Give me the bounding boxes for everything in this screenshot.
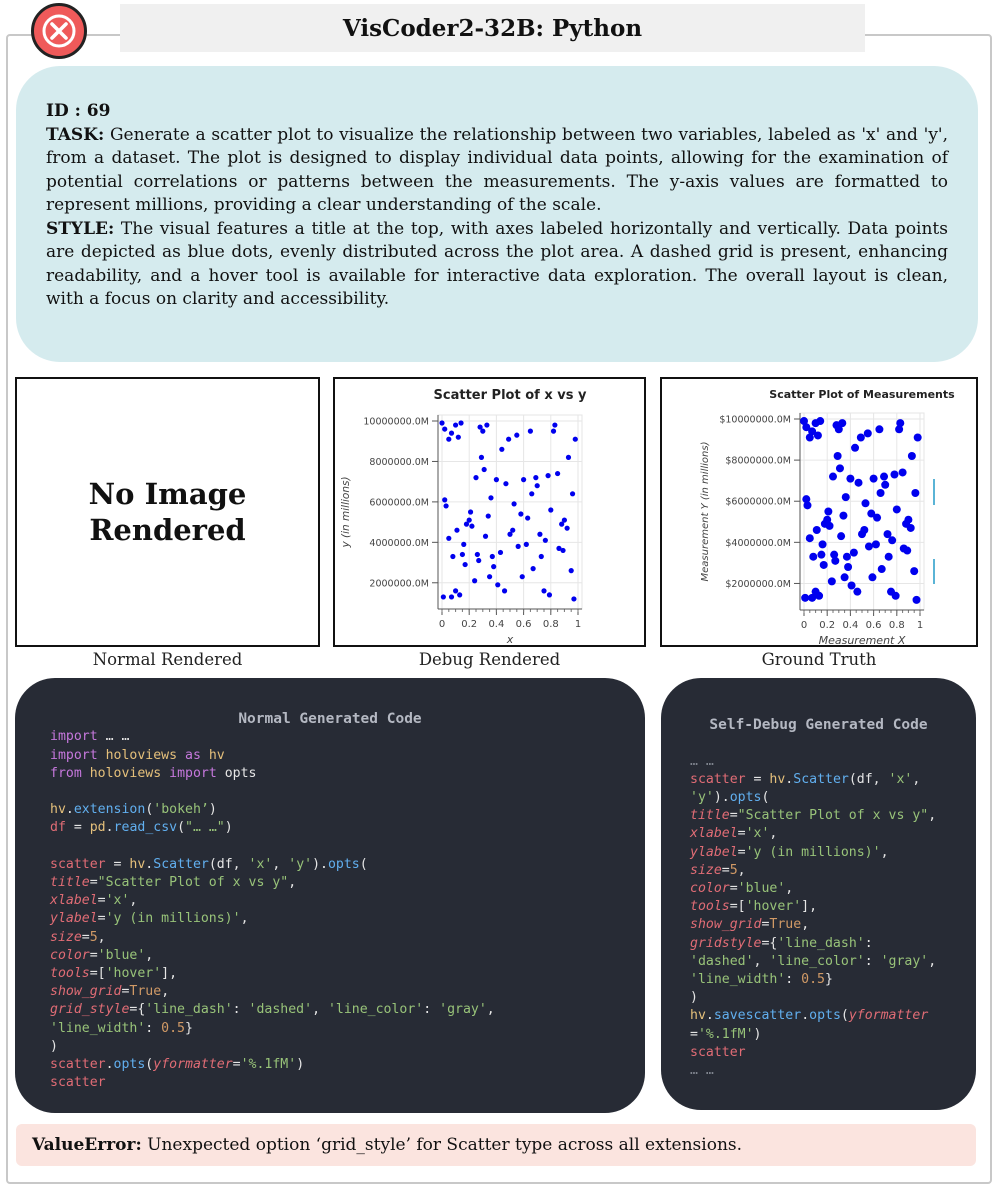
data-point [499,447,504,452]
x-tick-label: 0.8 [888,620,905,631]
data-point [821,520,829,528]
x-tick-label: 0.6 [865,620,882,631]
data-point [535,483,540,488]
data-point [552,422,557,427]
data-point [566,455,571,460]
data-point [817,551,825,559]
normal-code-block: Normal Generated Code import … … import holoviews as hv from holoviews import opts hv.extension('bokeh’) df = pd.read_csv("… …") scatter = hv.Scatter(df, 'x', 'y').opts( title="Scatter Plot of x vs y", xlabel='x', ylabel='y (in millions)', size=5, color='blue', tools=['hover'], show_grid=True, grid_style={'line_dash': 'dashed', 'line_color': 'gray', 'line_width': 0.5} ) scatter.opts(yformatter='%.1fM') scatter [15,678,645,1113]
data-point [543,538,548,543]
x-tick-label: 0.6 [515,619,532,630]
plot-area [800,413,924,610]
error-label: ValueError: [32,1135,142,1155]
data-point [502,588,507,593]
task-text: Generate a scatter plot to visualize the relationship between two variables, labeled as 'x' and 'y', from a dataset. The plot is designed to display individual data points, allowing for the examination of potential correlations or patterns between the measurements. The y-axis values are formatted to represent millions, providing a clear understanding of the scale. [46,124,948,215]
data-point [848,582,856,590]
data-point [904,516,912,524]
debug-rendered-caption: Debug Rendered [418,650,561,669]
data-point [865,542,873,550]
x-tick-label: 0.8 [542,619,559,630]
y-tick-label: 10000000.0M [363,416,429,428]
data-point [555,471,560,476]
task-label: TASK: [46,124,105,145]
data-point [814,431,822,439]
data-point [483,534,488,539]
data-point [495,582,500,587]
data-point [520,574,525,579]
data-point [498,550,503,555]
no-image-message: No Image Rendered [88,477,247,547]
y-axis-label: y (in millions) [340,476,352,548]
data-point [803,501,811,509]
data-point [903,547,911,555]
data-point [503,481,508,486]
debug-rendered-panel [333,377,646,647]
data-point [878,565,886,573]
x-tick-label: 0.2 [461,619,478,630]
data-point [815,592,823,600]
data-point [911,489,919,497]
data-point [837,532,845,540]
task-id: ID : 69 [46,101,111,121]
x-tick-label: 0.4 [488,619,505,630]
data-point [449,431,454,436]
y-tick-label: 4000000.0M [369,537,429,549]
data-point [861,499,869,507]
data-point [460,552,465,557]
data-point [518,511,523,516]
data-point [480,429,485,434]
style-label: STYLE: [46,218,115,239]
data-point [446,536,451,541]
data-point [443,503,448,508]
data-point [839,512,847,520]
error-x-icon [31,3,87,59]
data-point [494,477,499,482]
data-point [516,544,521,549]
normal-code-title: Normal Generated Code [238,711,422,728]
data-point [442,497,447,502]
data-point [828,577,836,585]
y-tick-label: $10000000.0M [719,414,791,426]
data-point [469,524,474,529]
data-point [528,429,533,434]
error-message-box [16,1124,976,1166]
data-point [806,534,814,542]
x-tick-label: 0 [438,619,446,630]
x-tick-label: 0.4 [842,620,859,631]
data-point [857,434,865,442]
data-point [565,526,570,531]
data-point [514,433,519,438]
data-point [864,429,872,437]
data-point [801,594,809,602]
data-point [506,437,511,442]
data-point [524,542,529,547]
data-point [571,596,576,601]
data-point [908,452,916,460]
data-point [819,540,827,548]
x-tick-label: 1 [916,620,924,631]
data-point [842,493,850,501]
data-point [545,473,550,478]
data-point [573,437,578,442]
x-axis-label: x [506,633,514,645]
data-point [476,558,481,563]
data-point [910,567,918,575]
data-point [449,594,454,599]
y-tick-label: 2000000.0M [369,578,429,590]
data-point [490,554,495,559]
x-axis-label: Measurement X [818,634,906,645]
data-point [473,475,478,480]
data-point [486,513,491,518]
data-point [893,505,901,513]
data-point [488,495,493,500]
data-point [491,564,496,569]
data-point [834,452,842,460]
data-point [892,592,900,600]
style-text: The visual features a title at the top, with axes labeled horizontally and vertically. Data points are depicted as blue dots, evenly distributed across the plot area. A dashed grid is present, enhancing readability, and a hover tool is available for interactive data exploration. The overall layout is clean, with a focus on clarity and accessibility. [46,218,948,309]
data-point [521,477,526,482]
data-point [479,455,484,460]
data-point [570,491,575,496]
data-point [541,588,546,593]
normal-rendered-caption: Normal Rendered [92,650,243,669]
data-point [838,419,846,427]
data-point [872,540,880,548]
data-point [562,517,567,522]
x-tick-label: 0.2 [819,620,836,631]
y-tick-label: 6000000.0M [369,497,429,509]
data-point [868,573,876,581]
data-point [457,592,462,597]
data-point [890,471,898,479]
data-point [813,526,821,534]
data-point [824,508,832,516]
data-point [525,515,530,520]
data-point [875,425,883,433]
data-point [870,475,878,483]
data-point [569,568,574,573]
data-point [858,530,866,538]
data-point [816,417,824,425]
data-point [843,553,851,561]
x-tick-label: 0 [800,620,808,631]
task-description [16,66,978,362]
data-point [507,532,512,537]
data-point [537,532,542,537]
data-point [487,574,492,579]
y-tick-label: $4000000.0M [725,537,791,549]
data-point [453,422,458,427]
x-tick-label: 1 [574,619,582,630]
data-point [484,422,489,427]
debug-scatter-chart [335,379,644,645]
self-debug-code-block: Self-Debug Generated Code … … scatter = hv.Scatter(df, 'x', 'y').opts( title="Scatter Plot of x vs y", xlabel='x', ylabel='y (in millions)', size=5, color='blue', tools=['hover'], show_grid=True, gridstyle={'line_dash': 'dashed', 'line_color': 'gray', 'line_width': 0.5} ) hv.savescatter.opts(yformatter ='%.1fM') scatter … … [661,678,976,1110]
data-point [453,588,458,593]
data-point [809,553,817,561]
page-title: VisCoder2-32B: Python [120,4,865,52]
data-point [873,514,881,522]
data-point [841,573,849,581]
normal-rendered-panel [15,377,320,647]
data-point [461,542,466,547]
data-point [441,594,446,599]
data-point [877,489,885,497]
ground-truth-caption: Ground Truth [761,650,877,669]
y-tick-label: $8000000.0M [725,455,791,467]
data-point [851,444,859,452]
data-point [533,475,538,480]
data-point [529,491,534,496]
ground-truth-scatter-chart [662,379,976,645]
data-point [463,562,468,567]
data-point [450,554,455,559]
data-point [531,566,536,571]
data-point [829,473,837,481]
data-point [482,467,487,472]
data-point [885,553,893,561]
data-point [855,479,863,487]
error-message: Unexpected option ‘grid_style’ for Scatter type across all extensions. [147,1135,743,1155]
data-point [914,434,922,442]
chart-title: Scatter Plot of x vs y [433,388,587,403]
data-point [446,437,451,442]
data-point [548,507,553,512]
data-point [547,592,552,597]
data-point [913,596,921,604]
data-point [820,561,828,569]
data-point [472,578,477,583]
data-point [464,522,469,527]
data-point [853,588,861,596]
y-tick-label: $6000000.0M [725,496,791,508]
data-point [895,425,903,433]
data-point [511,501,516,506]
data-point [539,554,544,559]
data-point [888,536,896,544]
y-tick-label: 8000000.0M [369,456,429,468]
data-point [468,509,473,514]
data-point [836,464,844,472]
ground-truth-panel [660,377,978,647]
data-point [880,473,888,481]
y-axis-label: Measurement Y (in millions) [700,441,711,582]
data-point [850,549,858,557]
data-point [560,548,565,553]
data-point [899,468,907,476]
data-point [844,563,852,571]
plot-area [438,415,582,609]
data-point [456,435,461,440]
data-point [881,481,889,489]
self-debug-code-title: Self-Debug Generated Code [709,717,928,734]
data-point [439,420,444,425]
data-point [458,420,463,425]
chart-title: Scatter Plot of Measurements [769,388,955,401]
data-point [551,429,556,434]
data-point [454,528,459,533]
data-point [830,551,838,559]
data-point [442,426,447,431]
y-tick-label: $2000000.0M [725,578,791,590]
data-point [907,524,915,532]
data-point [846,475,854,483]
data-point [475,552,480,557]
